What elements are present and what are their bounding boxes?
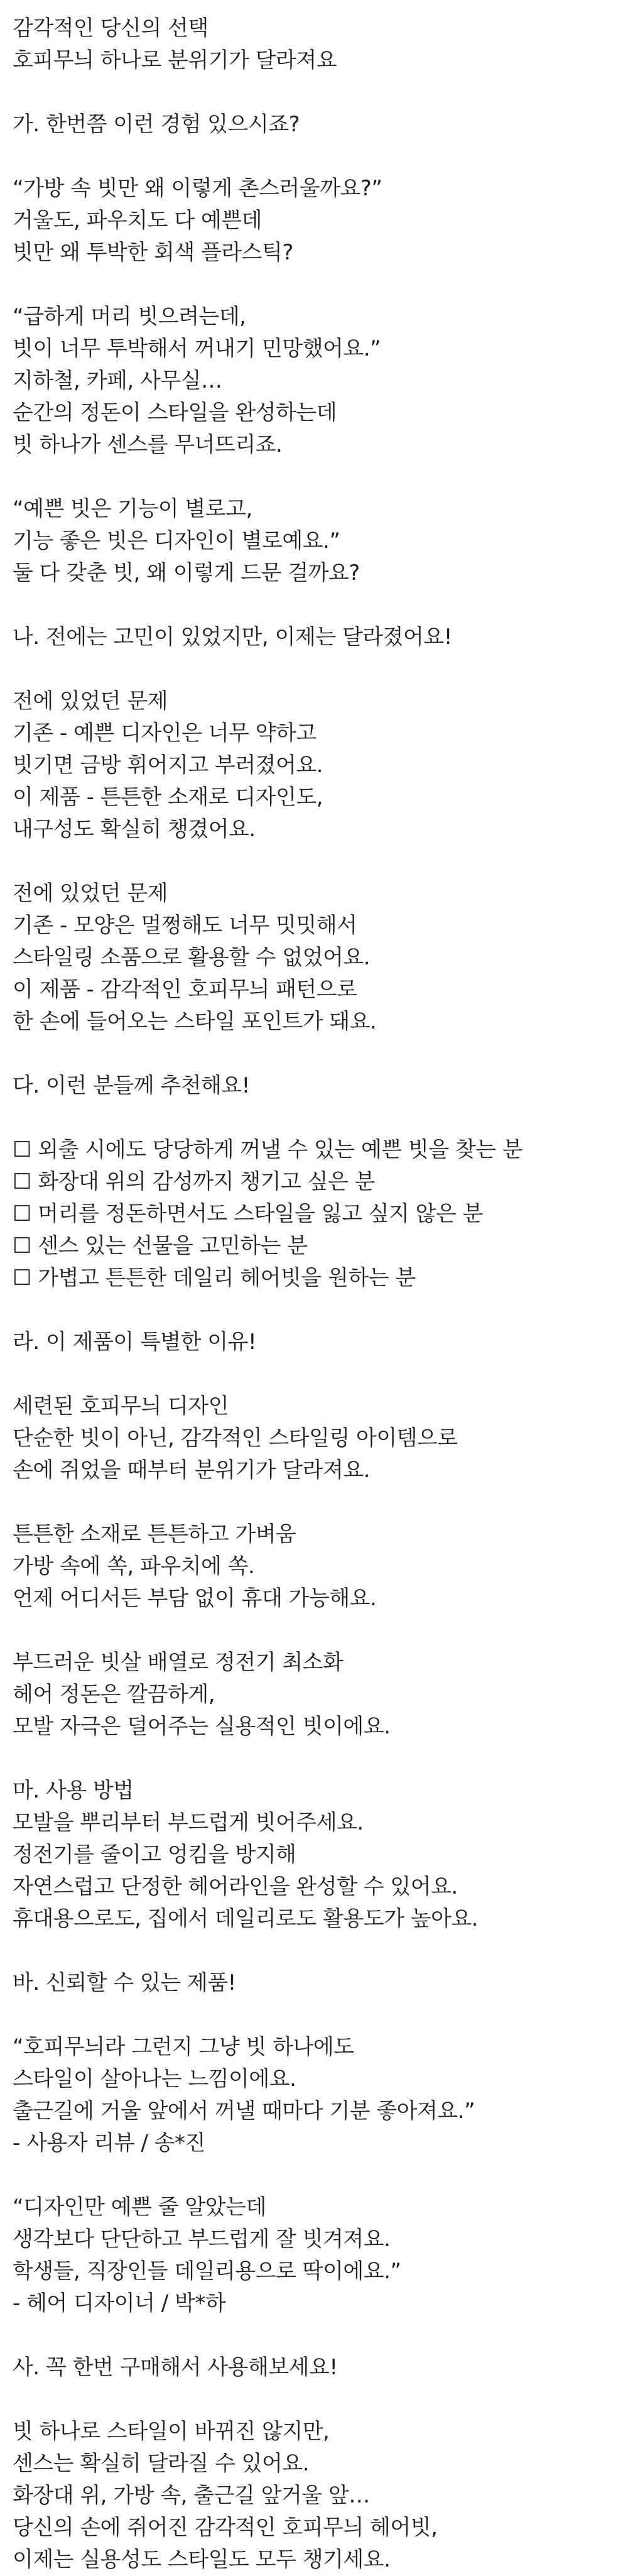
text-line: 기능 좋은 빗은 디자인이 별로예요.” — [13, 528, 340, 554]
text-paragraph — [13, 109, 615, 141]
text-line: “예쁜 빗은 기능이 별로고, — [13, 496, 252, 521]
text-line: 스타일링 소품으로 활용할 수 없었어요. — [13, 945, 371, 970]
text-line: “호피무늬라 그런지 그냥 빗 하나에도 — [13, 2034, 354, 2060]
text-line: 가방 속에 쏙, 파우치에 쏙. — [13, 1554, 255, 1579]
text-paragraph — [13, 1647, 615, 1743]
text-line: 휴대용으로도, 집에서 데일리로도 활용도가 높아요. — [13, 1906, 479, 1931]
paragraph-gap — [13, 1294, 615, 1326]
text-line: 자연스럽고 단정한 헤어라인을 완성할 수 있어요. — [13, 1874, 458, 1899]
paragraph-gap — [13, 1615, 615, 1647]
text-line: ☐ 센스 있는 선물을 고민하는 분 — [13, 1233, 308, 1258]
paragraph-gap — [13, 1743, 615, 1775]
paragraph-gap — [13, 141, 615, 173]
text-line: ☐ 머리를 정돈하면서도 스타일을 잃고 싶지 않은 분 — [13, 1201, 484, 1226]
text-paragraph — [13, 1326, 615, 1358]
text-paragraph — [13, 621, 615, 653]
text-line: 세련된 호피무늬 디자인 — [13, 1394, 229, 1419]
text-paragraph — [13, 301, 615, 461]
text-line: 부드러운 빗살 배열로 정전기 최소화 — [13, 1650, 344, 1675]
text-line: 출근길에 거울 앞에서 꺼낼 때마다 기분 좋아져요.” — [13, 2098, 475, 2124]
text-line: 거울도, 파우치도 다 예쁜데 — [13, 208, 263, 233]
text-line: 내구성도 확실히 챙겼어요. — [13, 817, 256, 842]
text-line: 전에 있었던 문제 — [13, 689, 168, 714]
text-line: 한 손에 들어오는 스타일 포인트가 돼요. — [13, 1009, 377, 1034]
paragraph-gap — [13, 1935, 615, 1967]
text-paragraph — [13, 493, 615, 589]
text-line: 사. 꼭 한번 구매해서 사용해보세요! — [13, 2355, 338, 2380]
text-line: 빗기면 금방 휘어지고 부러졌어요. — [13, 753, 323, 778]
text-line: 다. 이런 분들께 추천해요! — [13, 1073, 250, 1098]
text-line: ☐ 가볍고 튼튼한 데일리 헤어빗을 원하는 분 — [13, 1265, 416, 1291]
text-paragraph — [13, 2031, 615, 2159]
text-line: 언제 어디서든 부담 없이 휴대 가능해요. — [13, 1586, 377, 1611]
text-line: 모발 자극은 덜어주는 실용적인 빗이에요. — [13, 1714, 391, 1739]
text-paragraph — [13, 1519, 615, 1615]
text-line: 모발을 뿌리부터 부드럽게 빗어주세요. — [13, 1810, 364, 1835]
paragraph-gap — [13, 269, 615, 301]
text-line: 이제는 실용성도 스타일도 모두 챙기세요. — [13, 2547, 391, 2572]
text-line: 라. 이 제품이 특별한 이유! — [13, 1329, 257, 1355]
text-line: - 헤어 디자이너 / 박*하 — [13, 2291, 226, 2316]
text-line: 생각보다 단단하고 부드럽게 잘 빗겨져요. — [13, 2227, 391, 2252]
paragraph-gap — [13, 1102, 615, 1134]
text-paragraph — [13, 173, 615, 269]
text-paragraph — [13, 1134, 615, 1294]
paragraph-gap — [13, 2320, 615, 2352]
text-line: 순간의 정돈이 스타일을 완성하는데 — [13, 400, 337, 425]
text-line: 둘 다 갖춘 빗, 왜 이렇게 드문 걸까요? — [13, 560, 360, 586]
text-line: 정전기를 줄이고 엉킴을 방지해 — [13, 1842, 296, 1867]
text-line: 기존 - 모양은 멀쩡해도 너무 밋밋해서 — [13, 913, 357, 938]
text-line: 빗이 너무 투박해서 꺼내기 민망했어요.” — [13, 336, 381, 361]
text-paragraph — [13, 13, 615, 77]
text-line: 빗 하나로 스타일이 바뀌진 않지만, — [13, 2419, 330, 2444]
text-line: 단순한 빗이 아닌, 감각적인 스타일링 아이템으로 — [13, 1426, 458, 1451]
text-line: 화장대 위, 가방 속, 출근길 앞거울 앞… — [13, 2483, 370, 2508]
paragraph-gap — [13, 2159, 615, 2191]
text-line: 이 제품 - 감각적인 호피무늬 패턴으로 — [13, 977, 357, 1002]
text-line: “디자인만 예쁜 줄 알았는데 — [13, 2195, 266, 2220]
text-line: 이 제품 - 튼튼한 소재로 디자인도, — [13, 785, 323, 810]
paragraph-gap — [13, 589, 615, 621]
text-line: 빗만 왜 투박한 회색 플라스틱? — [13, 240, 293, 265]
text-paragraph — [13, 1775, 615, 1935]
text-line: 바. 신뢰할 수 있는 제품! — [13, 1970, 236, 1995]
text-paragraph — [13, 2416, 615, 2576]
paragraph-gap — [13, 77, 615, 109]
text-line: 나. 전에는 고민이 있었지만, 이제는 달라졌어요! — [13, 625, 452, 650]
text-paragraph — [13, 878, 615, 1038]
text-line: 감각적인 당신의 선택 — [13, 16, 208, 41]
text-line: 전에 있었던 문제 — [13, 881, 168, 906]
paragraph-gap — [13, 1358, 615, 1390]
text-line: ☐ 외출 시에도 당당하게 꺼낼 수 있는 예쁜 빗을 찾는 분 — [13, 1137, 523, 1162]
text-line: 학생들, 직장인들 데일리용으로 딱이에요.” — [13, 2259, 401, 2284]
text-line: 호피무늬 하나로 분위기가 달라져요 — [13, 48, 337, 73]
text-line: 센스는 확실히 달라질 수 있어요. — [13, 2451, 310, 2476]
paragraph-gap — [13, 2384, 615, 2416]
paragraph-gap — [13, 461, 615, 493]
text-line: “가방 속 빗만 왜 이렇게 촌스러울까요?” — [13, 176, 382, 201]
text-paragraph — [13, 685, 615, 846]
text-line: - 사용자 리뷰 / 송*진 — [13, 2131, 205, 2156]
text-line: “급하게 머리 빗으려는데, — [13, 304, 246, 329]
text-line: 당신의 손에 쥐어진 감각적인 호피무늬 헤어빗, — [13, 2515, 438, 2540]
text-paragraph — [13, 1070, 615, 1102]
paragraph-gap — [13, 1038, 615, 1070]
paragraph-gap — [13, 653, 615, 685]
paragraph-gap — [13, 1487, 615, 1519]
text-line: 지하철, 카페, 사무실… — [13, 368, 222, 393]
text-paragraph — [13, 1967, 615, 1999]
text-line: 튼튼한 소재로 튼튼하고 가벼움 — [13, 1522, 296, 1547]
paragraph-gap — [13, 1999, 615, 2031]
text-line: 기존 - 예쁜 디자인은 너무 약하고 — [13, 721, 317, 746]
text-line: 스타일이 살아나는 느낌이에요. — [13, 2066, 296, 2092]
text-paragraph — [13, 2352, 615, 2384]
text-paragraph — [13, 1390, 615, 1487]
paragraph-gap — [13, 846, 615, 878]
text-line: 손에 쥐었을 때부터 분위기가 달라져요. — [13, 1458, 371, 1483]
text-line: 마. 사용 방법 — [13, 1778, 134, 1803]
text-paragraph — [13, 2191, 615, 2320]
text-line: 빗 하나가 센스를 무너뜨리죠. — [13, 432, 283, 457]
text-line: 헤어 정돈은 깔끔하게, — [13, 1682, 215, 1707]
text-line: 가. 한번쯤 이런 경험 있으시죠? — [13, 112, 300, 137]
text-line: ☐ 화장대 위의 감성까지 챙기고 싶은 분 — [13, 1169, 375, 1194]
